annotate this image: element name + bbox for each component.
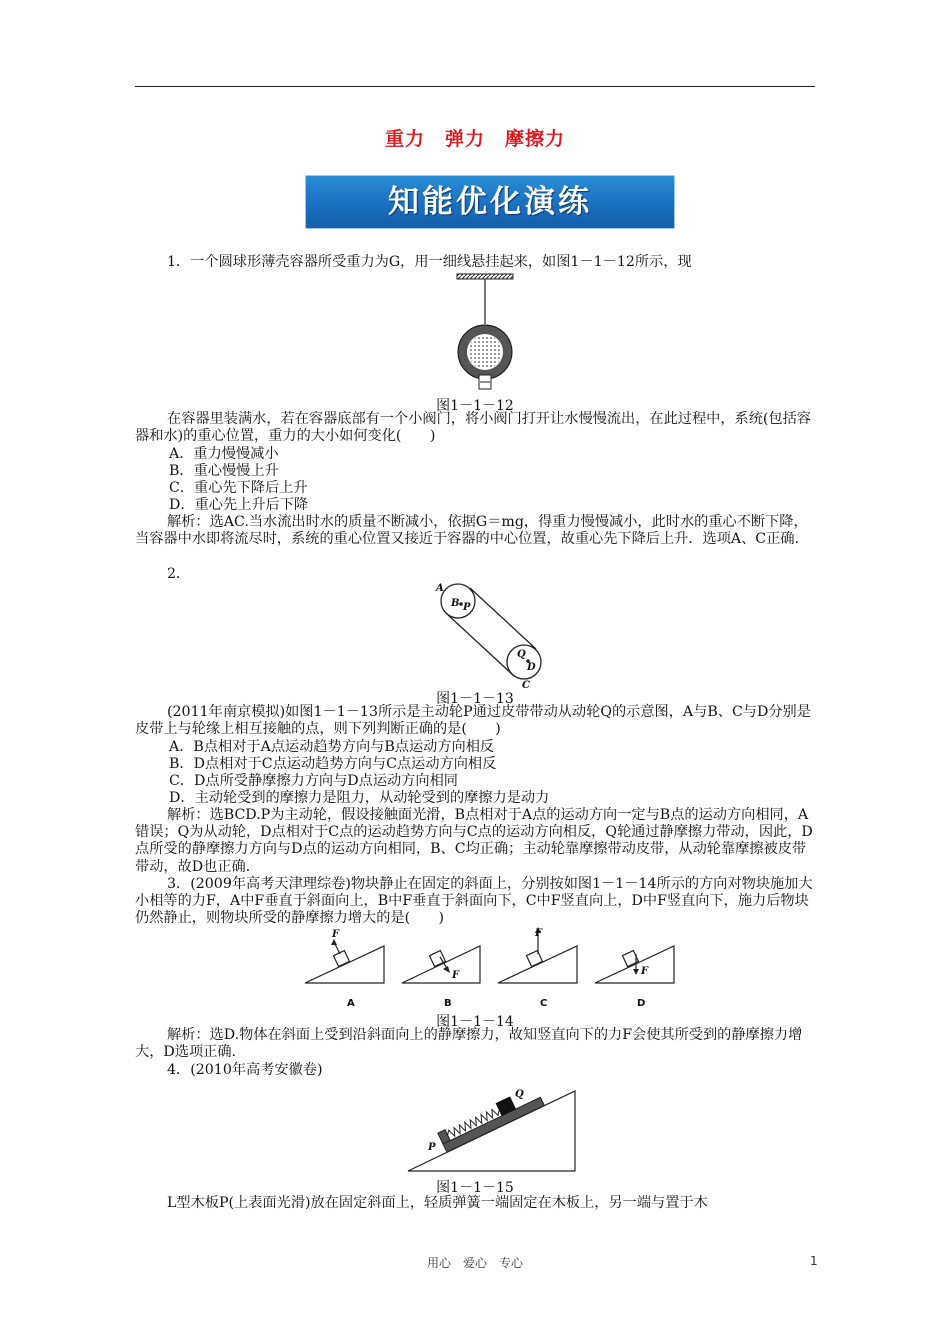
q3-text: 3．(2009年高考天津理综卷)物块静止在固定的斜面上，分别按如图1－1－14所示的方向对物块施加大小相等的力F，A中F垂直于斜面向上，B中F垂直于斜面向下，C中F竖直向上，D中F竖直向下，施力后物块仍然静止，则物块所受的静摩擦力增大的是( ): [135, 876, 813, 927]
q2-analysis: 解析：选BCD.P为主动轮，假设接触面光滑，B点相对于A点的运动方向一定与B点的运动方向相同，A错误；Q为从动轮，D点相对于C点的运动趋势方向与C点的运动方向相反，Q轮通过静摩擦力带动，因此，D点所受的静摩擦力方向与D点的运动方向相同，B、C均正确；主动轮靠摩擦带动皮带，从动轮靠摩擦被皮带带动，故D也正确．: [135, 807, 813, 875]
fig-label-b: B: [451, 598, 460, 609]
q1-stem: 1．一个圆球形薄壳容器所受重力为G，用一细线悬挂起来，如图1－1－12所示，现: [167, 254, 692, 270]
q1-option-d: D．重心先上升后下降: [169, 497, 309, 513]
q2-option-d: D．主动轮受到的摩擦力是阻力，从动轮受到的摩擦力是动力: [169, 790, 550, 806]
fig-label-a: A: [436, 583, 444, 594]
panel-label-a: A: [347, 998, 355, 1009]
panel-label-b: B: [444, 998, 452, 1009]
q1-analysis: 解析：选AC.当水流出时水的质量不断减小，依据G＝mg，得重力慢慢减小，此时水的重心不断下降，当容器中水即将流尽时，系统的重心位置又接近于容器的中心位置，故重心先下降后上升．选项A、C正确．: [135, 514, 809, 548]
q3-analysis: 解析：选D.物体在斜面上受到沿斜面向上的静摩擦力，故知竖直向下的力F会使其所受到的静摩擦力增大，D选项正确．: [135, 1027, 803, 1061]
q2-belt-figure: [425, 578, 555, 690]
q1-caption: 图1－1－12: [436, 398, 514, 414]
force-label-c: F: [535, 928, 543, 939]
header-rule: [135, 86, 815, 87]
page-footer: 用心 爱心 专心: [426, 1256, 523, 1270]
q4-number: 4．(2010年高考安徽卷): [167, 1062, 323, 1078]
q2-caption: 图1－1－13: [436, 691, 514, 707]
q4-incline-figure: [405, 1083, 580, 1175]
force-label-a: F: [332, 929, 340, 940]
force-label-d: F: [641, 966, 649, 977]
q2-option-a: A．B点相对于A点运动趋势方向与B点运动方向相反: [169, 739, 495, 755]
page-title: 重力 弹力 摩擦力: [384, 128, 565, 150]
q3-incline-figure: [300, 924, 695, 1010]
page-number: 1: [810, 1254, 818, 1268]
fig-label-p: P: [428, 1142, 436, 1153]
fig-label-c: C: [522, 680, 530, 690]
q1-text: 在容器里装满水，若在容器底部有一个小阀门，将小阀门打开让水慢慢流出，在此过程中，系统(包括容器和水)的重心位置，重力的大小如何变化( ): [135, 411, 811, 445]
q3-caption: 图1－1－14: [436, 1014, 514, 1030]
fig-label-d: D: [527, 662, 536, 673]
q2-option-c: C．D点所受静摩擦力方向与D点运动方向相同: [169, 773, 458, 789]
banner-text: 知能优化演练: [388, 184, 592, 220]
q2-option-b: B．D点相对于C点运动趋势方向与C点运动方向相反: [169, 756, 497, 772]
fig-label-p: P: [463, 602, 471, 613]
q1-option-b: B．重心慢慢上升: [169, 463, 279, 479]
q1-option-a: A．重力慢慢减小: [169, 446, 279, 462]
q1-figure: [445, 272, 535, 394]
panel-label-c: C: [540, 998, 548, 1009]
section-banner: [305, 175, 675, 229]
q2-text: (2011年南京模拟)如图1－1－13所示是主动轮P通过皮带带动从动轮Q的示意图，A与B、C与D分别是皮带上与轮缘上相互接触的点，则下列判断正确的是( ): [135, 704, 811, 738]
panel-label-d: D: [637, 998, 646, 1009]
fig-label-q: Q: [517, 649, 526, 660]
fig-label-q: Q: [515, 1089, 524, 1100]
q2-number: 2．: [167, 566, 191, 582]
q1-option-c: C．重心先下降后上升: [169, 480, 308, 496]
q4-text: L型木板P(上表面光滑)放在固定斜面上，轻质弹簧一端固定在木板上，另一端与置于木: [167, 1195, 708, 1211]
q4-caption: 图1－1－15: [436, 1180, 514, 1196]
force-label-b: F: [452, 970, 460, 981]
